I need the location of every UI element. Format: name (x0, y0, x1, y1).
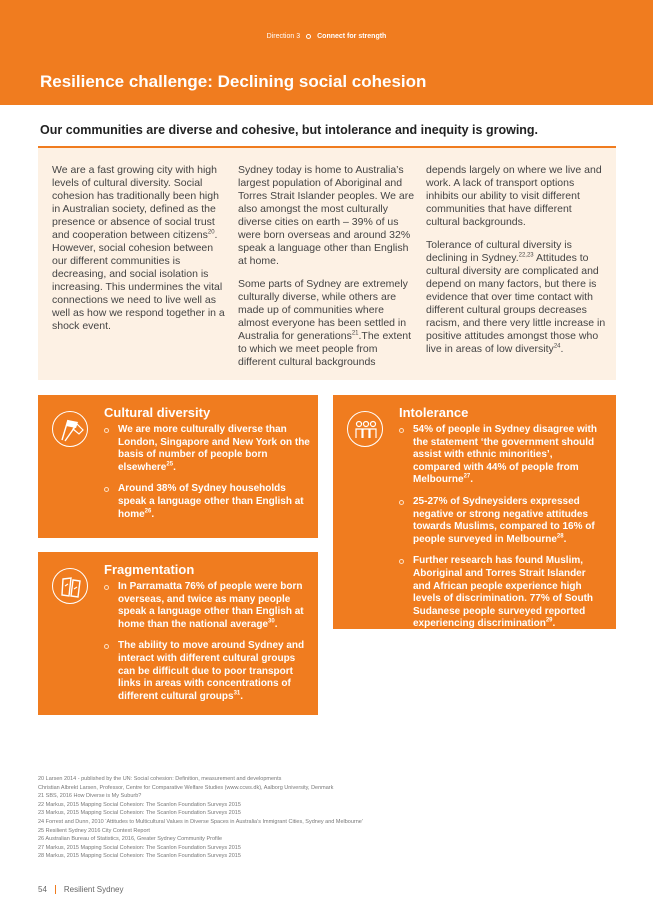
footnote-item: 23 Markus, 2015 Mapping Social Cohesion: The Scanlon Foundation Surveys 2015 (38, 810, 241, 817)
page-subtitle: Our communities are diverse and cohesive, but intolerance and inequity is growing. (40, 123, 539, 137)
cultural-diversity-panel (38, 395, 318, 538)
panel-bullet-item: Around 38% of Sydney households speak a language other than English at home$^{26}$. (104, 483, 310, 521)
footnote-item: 22 Markus, 2015 Mapping Social Cohesion: The Scanlon Foundation Surveys 2015 (38, 801, 241, 808)
footer-separator (55, 885, 56, 894)
publication-name: Resilient Sydney (63, 885, 124, 894)
intolerance-list (399, 424, 599, 640)
footnote-ref: 29 (545, 617, 553, 624)
fragmentation-panel (38, 552, 318, 715)
direction-label: Direction 3 (266, 33, 301, 40)
intro-box (38, 146, 616, 380)
breadcrumb-separator-icon (306, 34, 311, 39)
footnote-ref: 30 (268, 618, 275, 625)
intolerance-panel (333, 395, 616, 629)
panel-bullet-item: The ability to move around Sydney and interact with different cultural groups can be difficult due to poor transport links in areas with concentrations of different cultural groups$^{31}$. (104, 640, 310, 703)
footnotes-list (38, 775, 618, 861)
footnote-ref: 31 (233, 690, 241, 697)
intro-column-1 (52, 164, 230, 343)
cultural-diversity-title: Cultural diversity (104, 405, 211, 420)
footnote-ref: 26 (144, 508, 152, 515)
fragmentation-title: Fragmentation (104, 562, 195, 577)
intro-column-2 (238, 164, 416, 379)
intolerance-title: Intolerance (399, 405, 469, 420)
intro-column-3 (426, 164, 608, 366)
footnote-ref: 20 (207, 229, 215, 236)
footnote-ref: 28 (556, 533, 564, 540)
page-number: 54 (38, 885, 47, 894)
footnote-item: 28 Markus, 2015 Mapping Social Cohesion: The Scanlon Foundation Surveys 2015 (38, 853, 241, 860)
footnote-item: 21 SBS, 2016 How Diverse is My Suburb? (38, 793, 142, 800)
page-footer (38, 885, 124, 894)
footnote-ref: 22,23 (518, 252, 534, 259)
intro-paragraph: We are a fast growing city with high levels of cultural diversity. Social cohesion has traditionally been high in Australian society, defined as the presence or absence of social trust and cooperation between citizens$^{20}$. However, social cohesion between our different communities is decreasing, and social isolation is increasing. This undermines the vital connections we need to live well as well as how we respond together in a shock event. (52, 164, 225, 332)
page-title: Resilience challenge: Declining social cohesion (40, 72, 427, 91)
intro-paragraph: Some parts of Sydney are extremely culturally diverse, while others are made up of communities where almost everyone has been settled in Australia for generations$^{21}$.The extent to which we meet people from different cultural backgrounds (238, 278, 412, 368)
panel-bullet-item: In Parramatta 76% of people were born overseas, and twice as many people speak a language other than English at home than the national average$^{30}$. (104, 581, 310, 631)
panel-bullet-item: 25-27% of Sydneysiders expressed negative or strong negative attitudes towards Muslims, compared to 16% of people surveyed in Melbourne$^{28}$. (399, 496, 599, 546)
panel-bullet-item: 54% of people in Sydney disagree with the statement ‘the government should assist with ethnic minorities’, compared with 44% of people from Melbourne$^{27}$. (399, 424, 599, 487)
intro-paragraph: Sydney today is home to Australia’s largest population of Aboriginal and Torres Strait Islander peoples. We are also amongst the most culturally diverse cities on earth – 39% of us were born overseas and around 32% speak a language other than English at home. (238, 164, 415, 267)
flags-icon (52, 411, 88, 447)
broken-pieces-icon (52, 568, 88, 604)
intro-paragraph: Tolerance of cultural diversity is declining in Sydney.$^{22,23}$ Attitudes to cultural diversity are complicated and depend on many factors, but there is evidence that over time contact with different cultural groups decreases racism, and there very little increase in positive attitudes amongst those who live in areas of low diversity$^{24}$. (426, 239, 606, 355)
cultural-diversity-list (104, 424, 310, 530)
footnote-ref: 21 (351, 330, 359, 337)
fragmentation-list (104, 581, 310, 712)
header-band (0, 0, 653, 105)
footnote-item: Christian Albrekt Larsen, Professor, Centre for Comparative Welfare Studies (www.ccws.dk), Aalborg University, Denmark (38, 784, 334, 791)
panel-bullet-item: Further research has found Muslim, Aboriginal and Torres Strait Islander and African people experience high levels of discrimination. 77% of South Sudanese people surveyed reported experiencing discrimination$^{29}$. (399, 555, 599, 631)
footnote-ref: 25 (166, 461, 174, 468)
footnote-item: 24 Forrest and Dunn, 2010 ‘Attitudes to Multicultural Values in Diverse Spaces in Australia’s Immigrant Cities, Sydney and Melbourne’ (38, 818, 364, 825)
footnote-item: 25 Resilient Sydney 2016 City Context Report (38, 827, 150, 834)
footnote-ref: 24 (553, 343, 561, 350)
footnote-ref: 27 (463, 474, 471, 481)
intro-paragraph: depends largely on where we live and work. A lack of transport options inhibits our ability to visit different communities that have different cultural backgrounds. (426, 164, 602, 228)
panel-bullet-item: We are more culturally diverse than London, Singapore and New York on the basis of number of people born elsewhere$^{25}$. (104, 424, 310, 474)
footnote-item: 26 Australian Bureau of Statistics, 2016, Greater Sydney Community Profile (38, 836, 223, 843)
direction-theme: Connect for strength (317, 33, 387, 40)
direction-breadcrumb (0, 33, 653, 40)
footnote-item: 20 Larsen 2014 - published by the UN: Social cohesion: Definition, measurement and developments (38, 776, 282, 782)
people-icon (347, 411, 383, 447)
footnote-item: 27 Markus, 2015 Mapping Social Cohesion: The Scanlon Foundation Surveys 2015 (38, 844, 241, 851)
